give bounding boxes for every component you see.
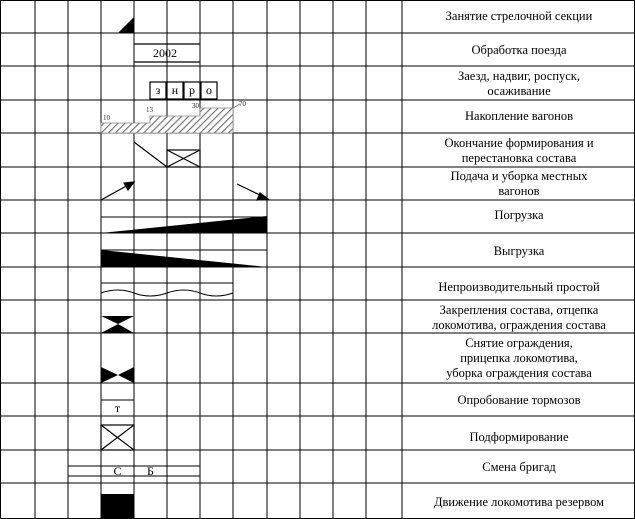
legend-label-unsecuring: Снятие ограждения, прицепка локомотива, уборка ограждения состава — [446, 336, 592, 380]
legend-label-car-accumulation: Накопление вагонов — [465, 109, 573, 123]
accumulation-mark-10: 10 — [103, 114, 110, 122]
crew-change-letter-b: Б — [147, 464, 154, 478]
legend-label-idle: Непроизводительный простой — [438, 280, 600, 294]
operation-letter-n: н — [171, 83, 179, 97]
subforming-symbol — [101, 425, 134, 450]
legend-label-loading: Погрузка — [494, 208, 544, 222]
reserve-locomotive-symbol — [101, 494, 134, 519]
unloading-symbol — [101, 250, 267, 267]
brake-test-letter: т — [114, 401, 121, 415]
legend-label-securing: Закрепления состава, отцепка локомотива, ограждения состава — [432, 303, 606, 332]
legend-label-train-processing: Обработка поезда — [471, 43, 567, 57]
legend-label-brake-test: Опробование тормозов — [457, 393, 581, 407]
crew-change-letter-s: С — [113, 464, 122, 478]
local-cars-symbol — [101, 182, 268, 200]
train-number: 2002 — [153, 46, 177, 60]
legend-label-crew-change: Смена бригад — [482, 460, 556, 474]
legend-label-subforming: Подформирование — [469, 430, 569, 444]
legend-label-reserve-locomotive: Движение локомотива резервом — [433, 495, 605, 509]
accumulation-mark-13: 13 — [146, 106, 153, 114]
legend-label-unloading: Выгрузка — [493, 244, 545, 258]
securing-symbol — [101, 316, 134, 333]
accumulation-mark-30: 30 — [192, 102, 199, 110]
unsecuring-symbol — [101, 367, 134, 383]
accumulation-mark-70: 70 — [239, 100, 246, 108]
car-accumulation-symbol — [101, 104, 240, 133]
legend-label-local-cars: Подача и уборка местных вагонов — [450, 169, 588, 198]
operation-letter-o: о — [206, 83, 212, 97]
legend-label-switch-occupancy: Занятие стрелочной секции — [445, 9, 593, 23]
legend-label-forming-end: Окончание формирования и перестановка состава — [444, 136, 594, 165]
loading-symbol — [101, 216, 267, 233]
switch-occupancy-symbol — [118, 17, 134, 33]
legend-label-shunting-moves: Заезд, надвиг, роспуск, осаживание — [457, 69, 581, 98]
operation-letter-r: р — [189, 83, 195, 97]
operation-letter-z: з — [155, 83, 161, 97]
